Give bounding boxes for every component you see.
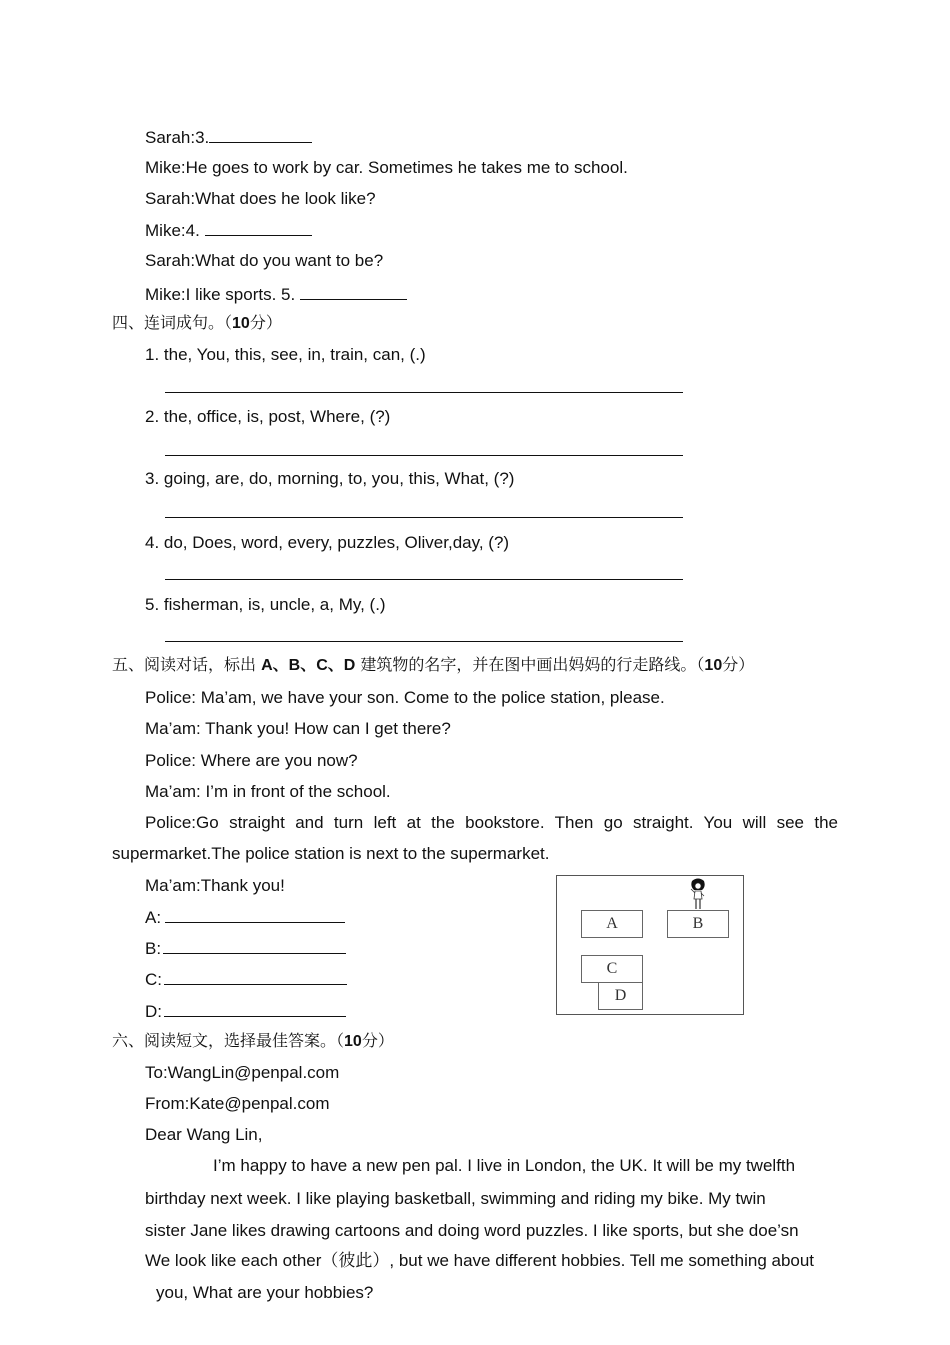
speaker: Mike: [145,285,186,304]
speaker: Mike: [145,221,186,240]
answer-blank-5[interactable] [300,284,407,300]
section-heading: 六、阅读短文，选择最佳答案。（ [112,1031,345,1050]
scramble-item-5: 5. fisherman, is, uncle, a, My, (.) [145,595,386,614]
answer-blank-d[interactable] [164,1001,346,1017]
dialogue-line: Ma’am:Thank you! [145,876,285,895]
building-a[interactable]: A [581,910,643,938]
points: 10 [344,1033,362,1050]
answer-blank-a[interactable] [165,907,345,923]
answer-line-1[interactable] [165,392,683,393]
dialogue-line-3 [145,127,312,148]
building-c[interactable]: C [581,955,643,983]
speaker: Sarah: [145,128,196,147]
route-map[interactable] [556,875,744,1015]
answer-row-d [145,1001,346,1022]
email-to: To:WangLin@penpal.com [145,1063,340,1082]
section-heading: 四、连词成句。（ [112,313,233,332]
email-from: From:Kate@penpal.com [145,1094,330,1113]
answer-line-5[interactable] [165,641,683,642]
answer-row-c [145,969,347,990]
dialogue-line: Ma’am: I’m in front of the school. [145,782,391,801]
dialogue-line [145,158,628,178]
answer-label: A: [145,908,162,927]
building-d[interactable]: D [598,982,643,1010]
section6-title [112,1031,394,1052]
line-text: 4. [185,221,205,240]
answer-blank-c[interactable] [164,969,347,985]
answer-row-a [145,907,345,928]
answer-blank-3[interactable] [209,127,312,143]
answer-line-2[interactable] [165,455,683,456]
section-heading-suffix: 分） [722,655,755,674]
section-heading-suffix: 分） [361,1031,394,1050]
speaker: Sarah: [145,251,196,270]
mom-figure-icon [687,877,709,911]
answer-blank-b[interactable] [163,938,346,954]
answer-line-4[interactable] [165,579,683,580]
passage-line: you, What are your hobbies? [156,1283,374,1302]
section-heading: 五、阅读对话，标出 [112,655,262,674]
building-b[interactable]: B [667,910,729,938]
section4-title [112,313,282,334]
scramble-item-4: 4. do, Does, word, every, puzzles, Oliver,day, (?) [145,533,510,552]
email-greeting: Dear Wang Lin, [145,1125,263,1144]
passage-line: I’m happy to have a new pen pal. I live in London, the UK. It will be my twelfth [213,1156,796,1175]
points: 10 [704,657,723,674]
dialogue-line: Police: Where are you now? [145,751,358,770]
dialogue-line: Police: Ma’am, we have your son. Come to the police station, please. [145,688,665,707]
scramble-item-3: 3. going, are, do, morning, to, you, this, What, (?) [145,469,515,488]
section-heading-suffix: 分） [249,313,282,332]
dialogue-line: Police:Go straight and turn left at the bookstore. Then go straight. You will see the [145,813,838,832]
line-text: 3. [195,128,210,147]
passage-line: We look like each other（彼此）, but we have different hobbies. Tell me something about [145,1251,815,1270]
answer-row-b [145,938,346,959]
line-text: What does he look like? [195,189,376,208]
answer-label: D: [145,1002,162,1021]
dialogue-line-4 [145,220,312,241]
dialogue-line [145,189,376,209]
scramble-item-2: 2. the, office, is, post, Where, (?) [145,407,391,426]
section5-title [112,655,754,676]
building-letters: A、B、C、D [261,657,356,674]
speaker: Mike: [145,158,186,177]
section-heading-middle: 建筑物的名字，并在图中画出妈妈的行走路线。（ [355,655,705,674]
answer-label: C: [145,970,162,989]
dialogue-line: Ma’am: Thank you! How can I get there? [145,719,451,738]
line-text: He goes to work by car. Sometimes he takes me to school. [185,158,628,177]
answer-label: B: [145,939,162,958]
dialogue-line [145,251,383,271]
line-text: What do you want to be? [195,251,384,270]
passage-line: birthday next week. I like playing basketball, swimming and riding my bike. My twin [145,1189,766,1208]
answer-line-3[interactable] [165,517,683,518]
speaker: Sarah: [145,189,196,208]
dialogue-line-5 [145,284,407,305]
scramble-item-1: 1. the, You, this, see, in, train, can, (.) [145,345,426,364]
answer-blank-4[interactable] [205,220,312,236]
dialogue-line: supermarket.The police station is next to the supermarket. [112,844,550,863]
line-text: I like sports. 5. [185,285,300,304]
passage-line: sister Jane likes drawing cartoons and doing word puzzles. I like sports, but she doe’sn [145,1221,799,1240]
points: 10 [232,315,250,332]
